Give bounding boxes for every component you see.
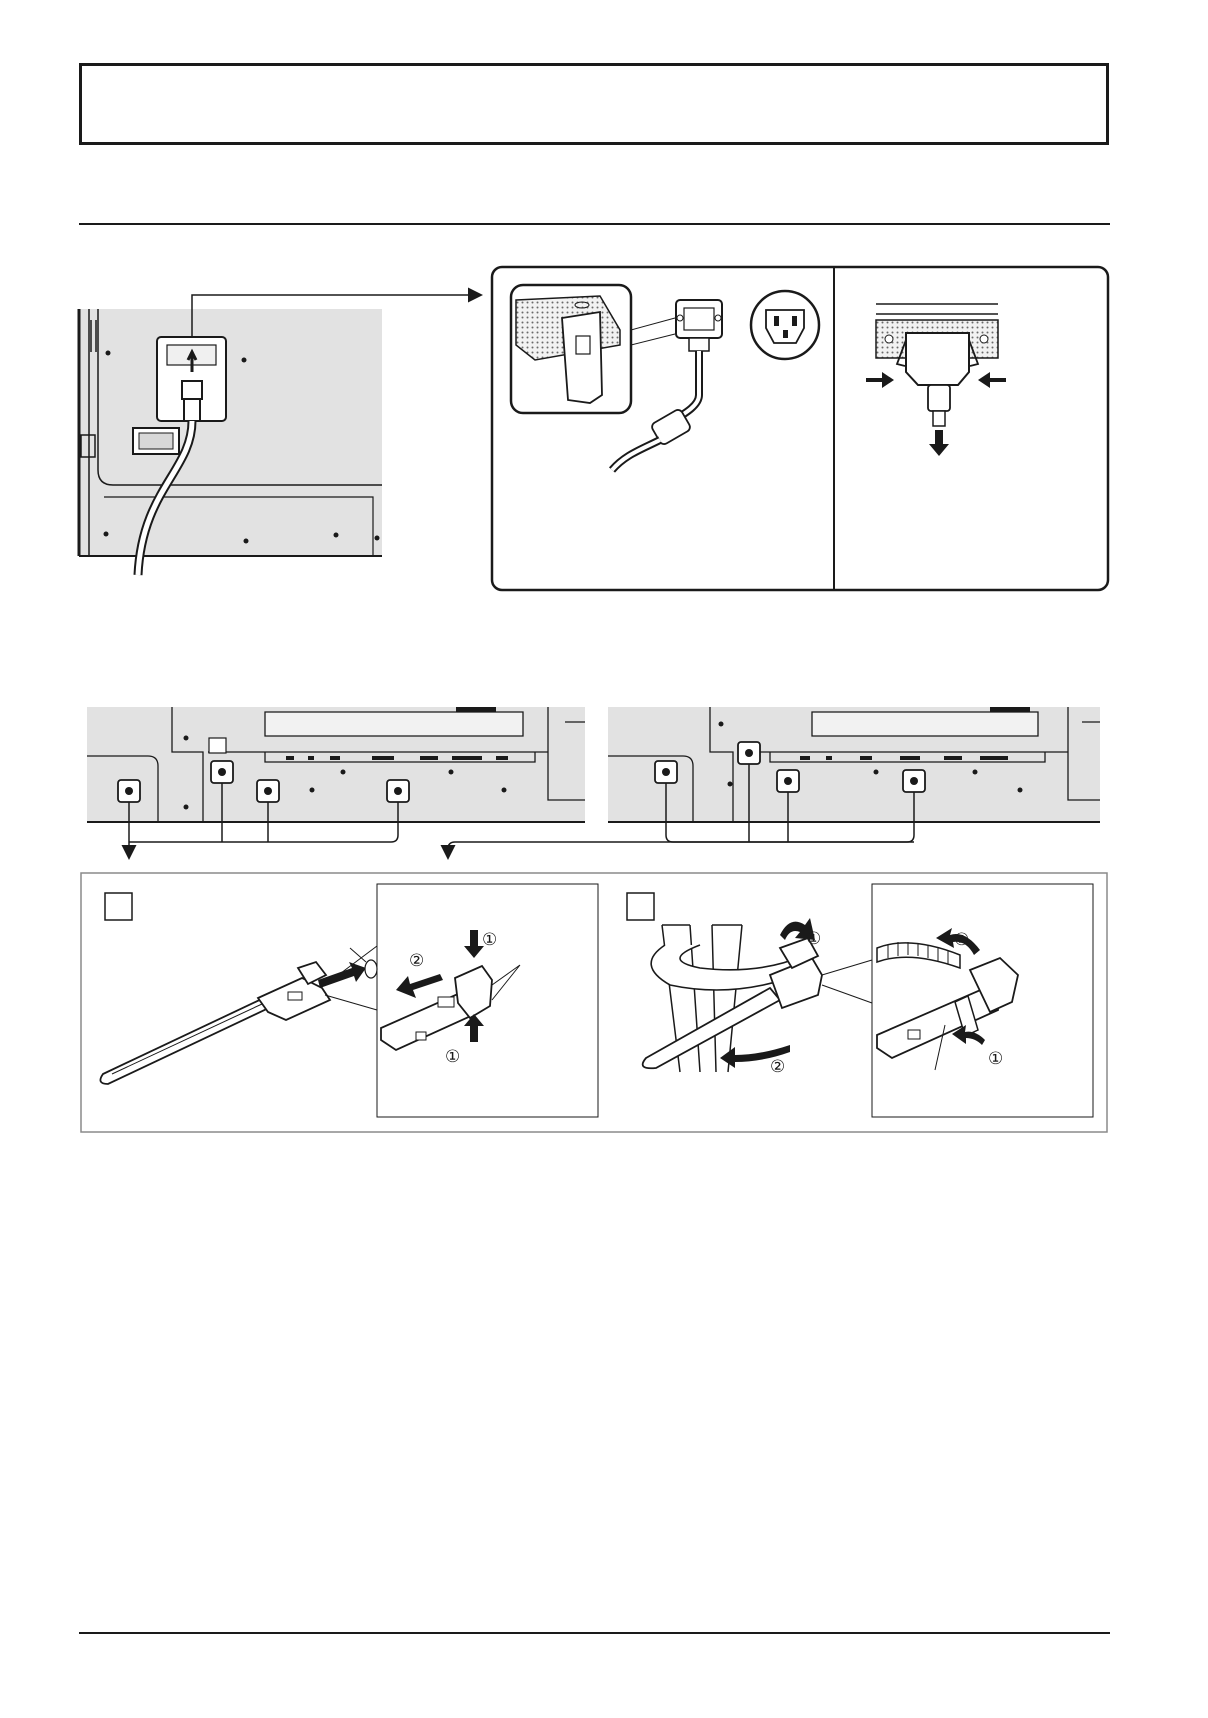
callout-step-1-bottom: ① bbox=[445, 1047, 461, 1067]
callout-step-1-top: ① bbox=[482, 930, 498, 950]
callout-bundle-step-2: ② bbox=[770, 1057, 786, 1077]
rear-panel-left-clamp-positions bbox=[87, 707, 585, 857]
callout-tighten-step-2: ② bbox=[954, 930, 970, 950]
callout-tighten-step-1: ① bbox=[988, 1049, 1004, 1069]
display-rear-ac-inlet-diagram bbox=[79, 295, 480, 575]
callout-step-2: ② bbox=[409, 951, 425, 971]
callout-bundle-step-1: ① bbox=[806, 929, 822, 949]
